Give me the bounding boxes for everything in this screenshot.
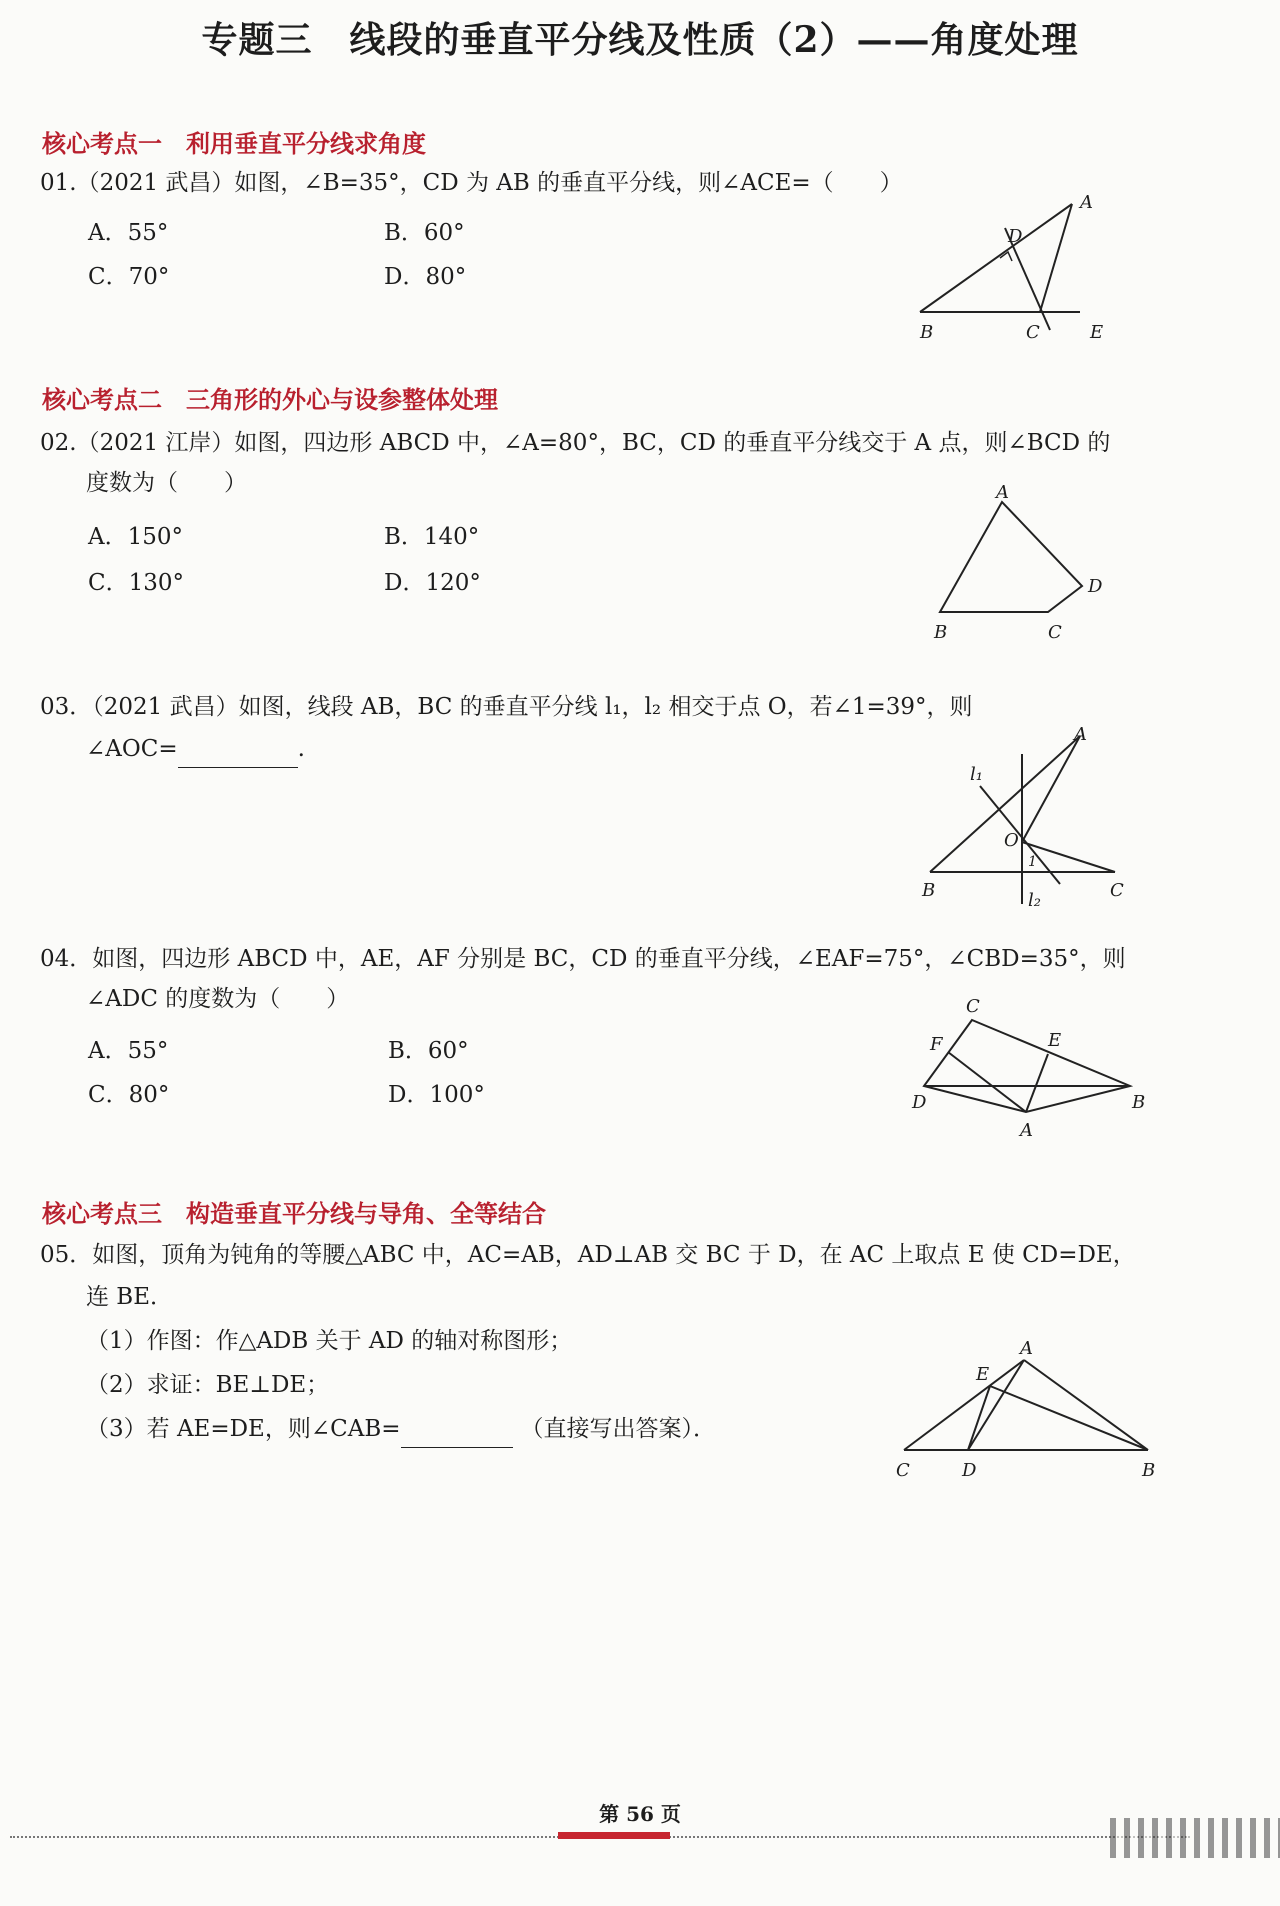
q3-line-ab	[930, 736, 1080, 872]
q4-label-a: A	[1020, 1120, 1033, 1141]
q2-option-d: D．120°	[384, 570, 481, 596]
question-4-stem: 04．如图，四边形 ABCD 中，AE，AF 分别是 BC，CD 的垂直平分线，∠EAF=75°，∠CBD=35°，则	[40, 946, 1126, 972]
footer-accent-bar	[558, 1832, 670, 1839]
q2-option-a: A．150°	[88, 524, 184, 550]
q3-line-ao	[1022, 736, 1080, 842]
q5-label-e: E	[976, 1364, 990, 1385]
q3-answer-prefix: ∠AOC=	[86, 736, 178, 762]
q3-label-angle-1: 1	[1028, 854, 1037, 870]
q2-option-b: B．140°	[384, 524, 480, 550]
question-5-stem: 05．如图，顶角为钝角的等腰△ABC 中，AC=AB，AD⊥AB 交 BC 于 D，在 AC 上取点 E 使 CD=DE，	[40, 1242, 1136, 1268]
page-number: 第 56 页	[599, 1802, 681, 1826]
section-heading-1: 核心考点一 利用垂直平分线求角度	[42, 130, 426, 158]
q2-figure	[920, 480, 1120, 650]
q1-option-d: D．80°	[384, 264, 467, 290]
q5-part-3-prefix: （3）若 AE=DE，则∠CAB=	[86, 1416, 401, 1442]
q5-label-c: C	[896, 1460, 910, 1481]
q5-part-1: （1）作图：作△ADB 关于 AD 的轴对称图形；	[86, 1328, 573, 1354]
page-title: 专题三 线段的垂直平分线及性质（2）——角度处理	[201, 19, 1079, 61]
q3-label-a: A	[1074, 724, 1087, 745]
q1-line-ac	[1040, 204, 1072, 312]
q5-part-2: （2）求证：BE⊥DE；	[86, 1372, 330, 1398]
q5-label-d: D	[962, 1460, 977, 1481]
question-3-stem-2	[86, 730, 305, 768]
q3-answer-blank	[178, 741, 298, 768]
q5-line-eb	[990, 1386, 1148, 1450]
q3-label-l2: l₂	[1028, 890, 1041, 911]
q2-label-c: C	[1048, 622, 1062, 643]
q4-figure	[910, 990, 1150, 1150]
q5-label-b: B	[1142, 1460, 1156, 1481]
section-heading-2: 核心考点二 三角形的外心与设参整体处理	[42, 386, 498, 414]
question-2-stem: 02.（2021 江岸）如图，四边形 ABCD 中，∠A=80°，BC，CD 的垂直平分线交于 A 点，则∠BCD 的	[40, 430, 1111, 456]
q1-option-a: A．55°	[88, 220, 169, 246]
q1-label-b: B	[920, 322, 934, 343]
q4-label-b: B	[1132, 1092, 1146, 1113]
section-heading-3: 核心考点三 构造垂直平分线与导角、全等结合	[42, 1200, 546, 1228]
q5-line-ca	[904, 1360, 1024, 1450]
q4-line-ae	[1026, 1054, 1048, 1112]
q1-option-b: B．60°	[384, 220, 465, 246]
q5-part-3-suffix: （直接写出答案）．	[520, 1416, 716, 1442]
q5-part-3	[86, 1410, 716, 1448]
q4-label-e: E	[1048, 1030, 1062, 1051]
q3-figure	[910, 724, 1140, 914]
q3-label-l1: l₁	[970, 764, 983, 785]
q4-label-c: C	[966, 996, 980, 1017]
q1-option-c: C．70°	[88, 264, 170, 290]
q1-figure	[900, 190, 1120, 350]
question-1-stem: 01.（2021 武昌）如图，∠B=35°，CD 为 AB 的垂直平分线，则∠ACE=（ ）	[40, 170, 903, 196]
question-3-stem: 03．（2021 武昌）如图，线段 AB，BC 的垂直平分线 l₁，l₂ 相交于点 O，若∠1=39°，则	[40, 694, 973, 720]
q1-line-ab	[920, 204, 1072, 312]
q2-option-c: C．130°	[88, 570, 184, 596]
question-4-stem-2: ∠ADC 的度数为（ ）	[86, 986, 350, 1012]
q2-label-d: D	[1088, 576, 1103, 597]
q3-label-c: C	[1110, 880, 1124, 901]
q4-option-b: B．60°	[388, 1038, 469, 1064]
q2-label-a: A	[996, 482, 1009, 503]
q1-label-d: D	[1008, 226, 1023, 247]
barcode-strip	[1110, 1818, 1280, 1858]
q1-label-a: A	[1080, 192, 1093, 213]
q5-line-ab	[1024, 1360, 1148, 1450]
q3-label-b: B	[922, 880, 936, 901]
q4-quadrilateral	[924, 1020, 1130, 1112]
q3-line-l1	[980, 786, 1060, 884]
q4-option-a: A．55°	[88, 1038, 169, 1064]
q4-option-c: C．80°	[88, 1082, 170, 1108]
q2-quadrilateral	[940, 502, 1082, 612]
q2-label-b: B	[934, 622, 948, 643]
q4-label-f: F	[930, 1034, 943, 1055]
q4-label-d: D	[912, 1092, 927, 1113]
q5-answer-blank	[401, 1421, 513, 1448]
q3-answer-tail: .	[297, 736, 305, 762]
q4-option-d: D．100°	[388, 1082, 485, 1108]
q1-label-e: E	[1090, 322, 1104, 343]
q1-label-c: C	[1026, 322, 1040, 343]
question-2-stem-2: 度数为（ ）	[86, 470, 247, 496]
q3-label-o: O	[1004, 830, 1019, 851]
q5-line-de	[968, 1386, 990, 1450]
q5-figure	[890, 1338, 1170, 1488]
q5-label-a: A	[1020, 1338, 1033, 1359]
question-5-stem-2: 连 BE．	[86, 1284, 174, 1310]
